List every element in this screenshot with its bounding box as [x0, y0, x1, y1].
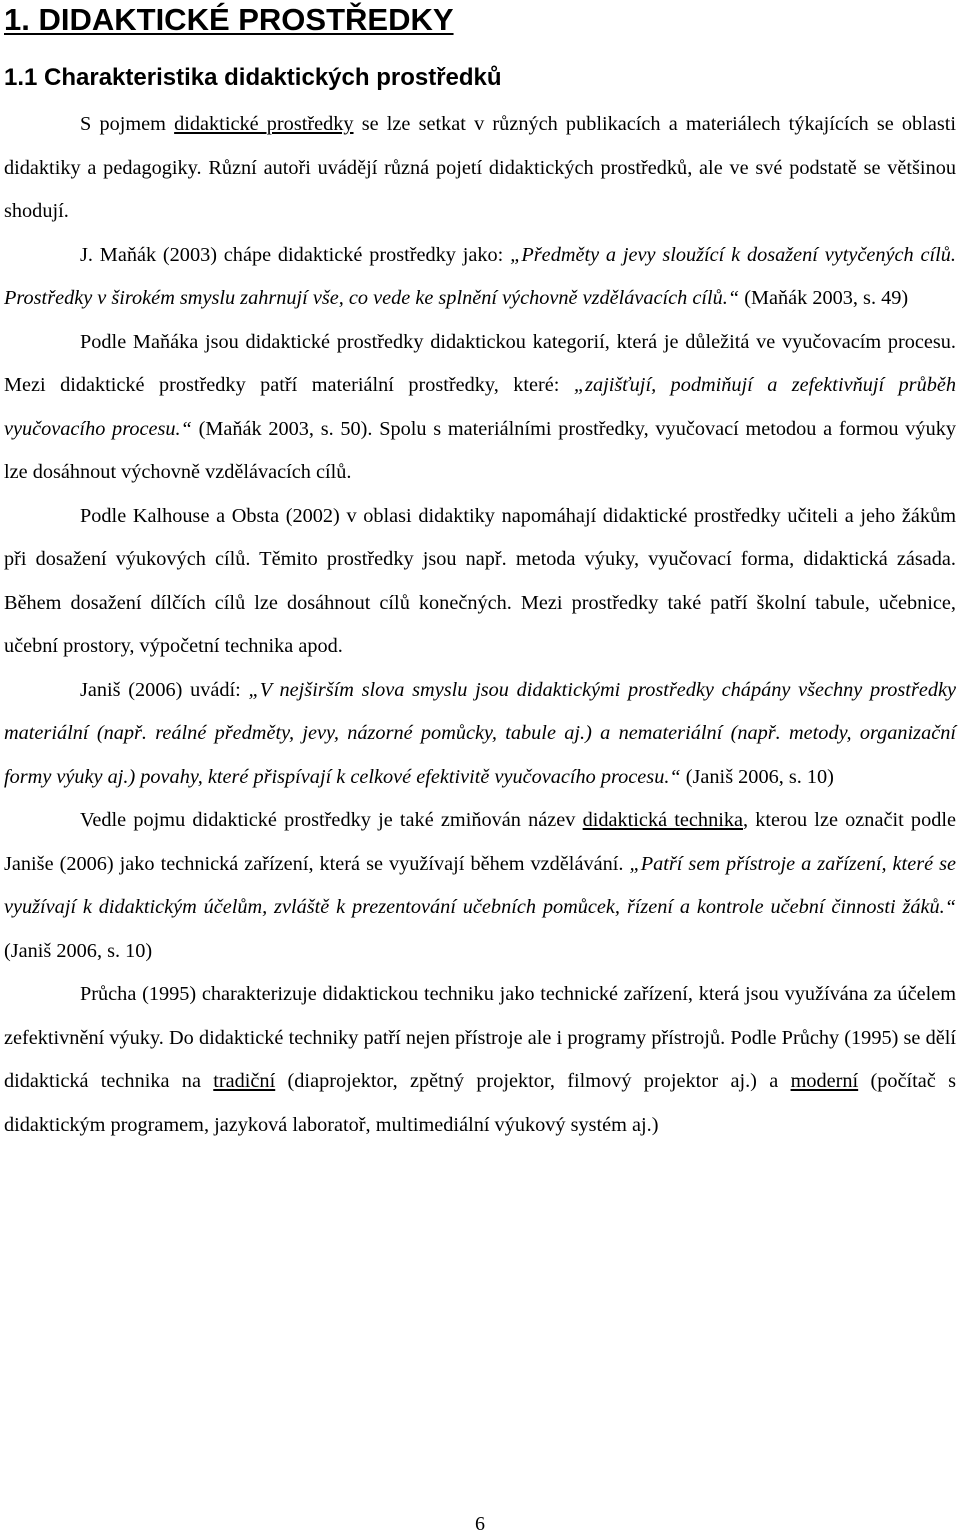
paragraph-4: Podle Kalhouse a Obsta (2002) v oblasi didaktiky napomáhají didaktické prostředky učiteli a jeho žákům při dosažení výukových cílů. Těmito prostředky jsou např. metoda výuky, vyučovací forma, didaktická zásada. Během dosažení dílčích cílů lze dosáhnout cílů konečných. Mezi prostředky také patří školní tabule, učebnice, učební prostory, výpočetní technika apod. — [4, 504, 956, 657]
term-tradicni: tradiční — [213, 1070, 276, 1092]
paragraph-1 — [4, 103, 956, 234]
paragraph-2 — [4, 234, 956, 321]
chapter-heading: 1. DIDAKTICKÉ PROSTŘEDKY — [4, 2, 454, 37]
term-didakticke-prostredky: didaktické prostředky — [174, 113, 354, 135]
paragraph-3 — [4, 321, 956, 495]
quote: „V nejširším slova smyslu jsou didaktickými prostředky chápány všechny prostředky materiální (např. reálné předměty, jevy, názorné pomůcky, tabule aj.) a nemateriální (např. metody, organizační formy výuky aj.) povahy, které přispívají k celkové efektivitě vyučovacího procesu.“ — [4, 678, 956, 788]
text: J. Maňák (2003) chápe didaktické prostředky jako: — [80, 243, 511, 266]
quote: „zajišťují, podmiňují a zefektivňují průběh vyučovacího procesu.“ — [4, 374, 956, 440]
text: (diaprojektor, zpětný projektor, filmový projektor aj.) a — [275, 1070, 791, 1092]
body-text — [4, 103, 956, 1147]
paragraph-6 — [4, 799, 956, 973]
text: se lze setkat v různých publikacích a materiálech týkajících se oblasti didaktiky a pedagogiky. Různí autoři uvádějí různá pojetí didaktických prostředků, ale ve své podstatě se většinou shodují. — [4, 113, 956, 222]
page-number: 6 — [475, 1513, 485, 1535]
text: Janiš (2006) uvádí: — [80, 678, 249, 701]
text: Vedle pojmu didaktické prostředky je také zmiňován název — [80, 809, 583, 831]
quote: „Předměty a jevy sloužící k dosažení vytyčených cílů. — [510, 243, 956, 266]
quote: „Patří sem přístroje a zařízení, které se využívají k didaktickým účelům, zvláště k prezentování učebních pomůcek, řízení a kontrole učební činnosti žáků.“ — [4, 852, 956, 918]
text: Podle Maňáka jsou didaktické prostředky didaktickou kategorií, která je důležitá ve vyučovacím procesu. Mezi didaktické prostředky patří materiální prostředky, které: — [4, 330, 956, 396]
text: , kterou lze označit podle Janiše (2006) jako technická zařízení, která se využívají během vzdělávání. — [4, 809, 956, 875]
quote: Prostředky v širokém smyslu zahrnují vše, co vede ke splnění výchovně vzdělávacích cílů.“ — [4, 287, 740, 309]
section-heading: 1.1 Charakteristika didaktických prostředků — [4, 64, 502, 91]
term-didakticka-technika: didaktická technika — [582, 809, 743, 831]
citation: (Maňák 2003, s. 49) — [739, 287, 909, 309]
citation: (Janiš 2006, s. 10) — [4, 939, 153, 962]
citation: (Janiš 2006, s. 10) — [680, 765, 834, 788]
term-moderni: moderní — [790, 1070, 859, 1092]
text: (počítač s didaktickým programem, jazyková laboratoř, multimediální výukový systém aj.) — [4, 1070, 956, 1136]
text: Průcha (1995) charakterizuje didaktickou techniku jako technické zařízení, která jsou využívána za účelem zefektivnění výuky. Do didaktické techniky patří nejen přístroje ale i programy přístrojů. Podle Průchy (1995) se dělí didaktická technika na — [4, 983, 956, 1092]
paragraph-5 — [4, 669, 956, 800]
text: S pojmem — [80, 113, 175, 135]
text: (Maňák 2003, s. 50). Spolu s materiálními prostředky, vyučovací metodou a formou výuky lze dosáhnout výchovně vzdělávacích cílů. — [4, 417, 956, 483]
paragraph-7 — [4, 973, 956, 1147]
